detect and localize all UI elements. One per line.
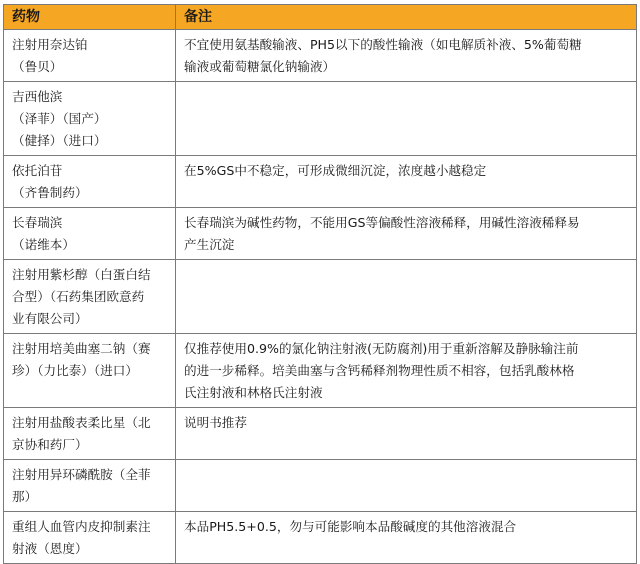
note-cell [176, 30, 637, 82]
table-header-row [4, 5, 637, 30]
note-cell [176, 334, 637, 408]
table-row [4, 30, 637, 82]
drug-compatibility-table [3, 4, 637, 564]
note-text: 在5%GS中不稳定，可形成微细沉淀，浓度越小越稳定 [184, 163, 487, 178]
note-cell [176, 460, 637, 512]
note-cell [176, 208, 637, 260]
note-text: 仅推荐使用0.9%的氯化钠注射液(无防腐剂)用于重新溶解及静脉输注前 的进一步稀释。培美曲塞与含钙稀释剂物理性质不相容，包括乳酸林格 氏注射液和林格氏注射液 [184, 341, 579, 400]
drug-name: 长春瑞滨 （诺维本） [12, 215, 75, 252]
note-cell [176, 156, 637, 208]
note-cell [176, 512, 637, 564]
drug-name: 重组人血管内皮抑制素注 射液（恩度） [12, 519, 151, 556]
note-cell [176, 260, 637, 334]
table-row [4, 460, 637, 512]
drug-cell [4, 512, 176, 564]
table-row [4, 208, 637, 260]
drug-name: 注射用培美曲塞二钠（赛 珍）（力比泰）（进口） [12, 341, 151, 378]
note-text: 说明书推荐 [184, 415, 247, 430]
table-row [4, 156, 637, 208]
drug-name: 注射用异环磷酰胺（全菲 那） [12, 467, 151, 504]
drug-name: 注射用盐酸表柔比星（北 京协和药厂） [12, 415, 151, 452]
drug-cell [4, 460, 176, 512]
table-row [4, 408, 637, 460]
note-cell [176, 82, 637, 156]
note-text: 本品PH5.5+0.5，勿与可能影响本品酸碱度的其他溶液混合 [184, 519, 517, 534]
drug-cell [4, 334, 176, 408]
table-row [4, 82, 637, 156]
drug-name: 依托泊苷 （齐鲁制药） [12, 163, 88, 200]
table-row [4, 334, 637, 408]
drug-name: 吉西他滨 （泽菲）（国产） （健择）（进口） [12, 89, 107, 148]
drug-cell [4, 82, 176, 156]
drug-cell [4, 408, 176, 460]
header-drug: 药物 [4, 5, 176, 30]
drug-name: 注射用奈达铂 （鲁贝） [12, 37, 88, 74]
drug-cell [4, 260, 176, 334]
drug-cell [4, 156, 176, 208]
header-note: 备注 [176, 5, 637, 30]
note-text: 不宜使用氨基酸输液、PH5以下的酸性输液（如电解质补液、5%葡萄糖 输液或葡萄糖氯化钠输液） [184, 37, 582, 74]
note-cell [176, 408, 637, 460]
table-row [4, 260, 637, 334]
note-text: 长春瑞滨为碱性药物，不能用GS等偏酸性溶液稀释，用碱性溶液稀释易 产生沉淀 [184, 215, 580, 252]
table-row [4, 512, 637, 564]
drug-name: 注射用紫杉醇（白蛋白结 合型）（石药集团欧意药 业有限公司） [12, 267, 151, 326]
drug-cell [4, 30, 176, 82]
drug-cell [4, 208, 176, 260]
